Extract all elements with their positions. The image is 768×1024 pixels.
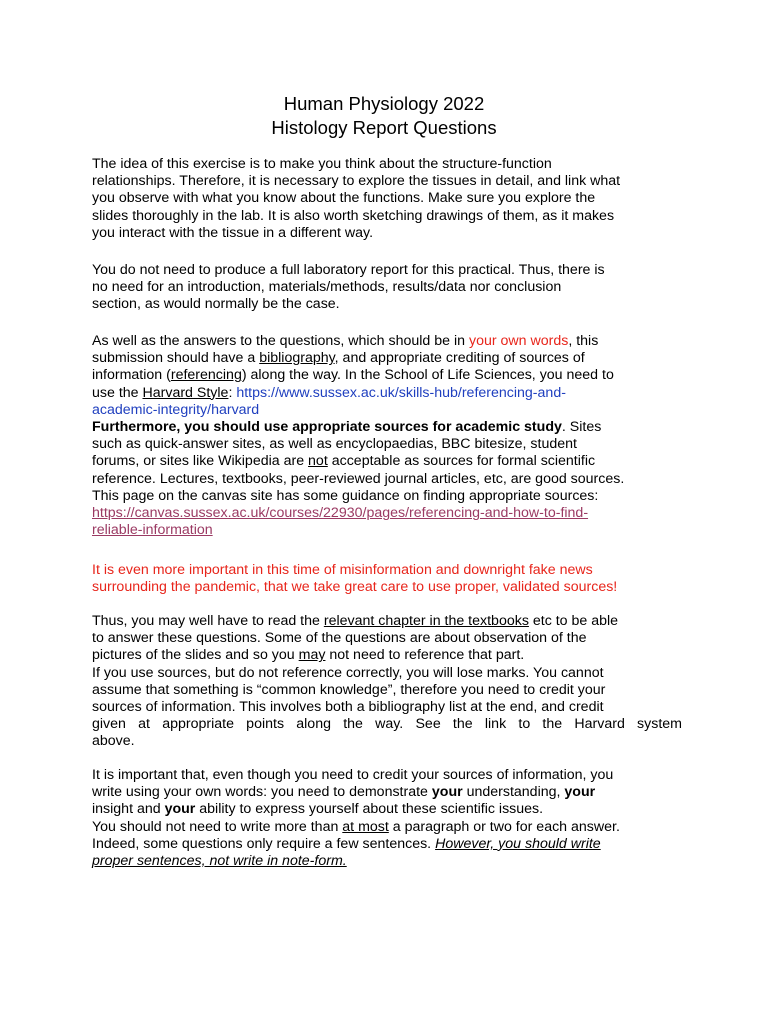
text-line: no need for an introduction, materials/methods, results/data nor conclusion [92,279,562,296]
text-line [92,453,682,470]
text-run: write using your own words: you need to demonstrate [92,784,432,801]
text-run: : [228,384,237,401]
text-run: information ( [92,367,171,384]
text-line: The idea of this exercise is to make you think about the structure-function [92,156,552,172]
own-words-paragraph [92,767,682,870]
text-line [92,801,682,818]
text-line: You do not need to produce a full laboratory report for this practical. Thus, there is [92,262,605,278]
at-most-term: at most [342,818,389,835]
referencing-paragraph [92,333,682,539]
text-run: , and appropriate crediting of sources of [334,350,585,367]
referencing-term: referencing [170,367,242,384]
harvard-url-link[interactable]: https://www.sussex.ac.uk/skills-hub/referencing-and- [236,384,566,401]
text-line: surrounding the pandemic, that we take great care to use proper, validated sources! [92,579,618,596]
text-run: You should not need to write more than [92,818,343,835]
text-line [92,419,682,436]
text-line: section, as would normally be the case. [92,296,340,313]
text-line: slides thoroughly in the lab. It is also worth sketching drawings of them, as it makes [92,207,615,224]
your-emphasis: your [164,801,196,818]
text-line [92,350,682,367]
text-line [92,784,682,801]
text-line [92,333,682,350]
text-line [92,367,682,384]
text-line: If you use sources, but do not reference correctly, you will lose marks. You cannot [92,664,604,681]
harvard-style-term: Harvard Style [142,384,229,401]
text-run: insight and [92,801,165,818]
text-run: a paragraph or two for each answer. [388,818,620,835]
proper-sentences-emphasis: However, you should write [435,835,601,852]
text-run: Indeed, some questions only require a few sentences. [92,835,436,852]
text-run: ability to express yourself about these scientific issues. [195,801,544,818]
harvard-url-link-cont[interactable]: academic-integrity/harvard [92,401,260,418]
text-line: you observe with what you know about the functions. Make sure you explore the [92,190,596,207]
your-emphasis: your [564,784,596,801]
text-run: ) along the way. In the School of Life Sciences, you need to [241,367,614,384]
text-line: such as quick-answer sites, as well as encyclopaedias, BBC bitesize, student [92,436,577,453]
text-run: Thus, you may well have to read the [92,613,324,629]
text-line: It is even more important in this time of misinformation and downright fake news [92,562,593,578]
misinformation-warning [92,562,682,596]
text-line: sources of information. This involves both a bibliography list at the end, and credit [92,699,604,716]
document-subtitle: Histology Report Questions [271,117,497,138]
relevant-chapter-term: relevant chapter in the textbooks [323,613,529,629]
document-title: Human Physiology 2022 [283,93,485,114]
text-line [92,647,682,664]
text-line [92,836,682,853]
text-line: to answer these questions. Some of the questions are about observation of the [92,630,587,647]
may-term: may [298,647,326,664]
text-run: use the [92,384,143,401]
text-line [92,505,682,522]
canvas-guidance-link-cont[interactable]: reliable-information [92,522,213,539]
text-run: . Sites [561,419,602,436]
text-line: This page on the canvas site has some guidance on finding appropriate sources: [92,487,599,504]
intro-paragraph [92,156,682,242]
text-line: assume that something is “common knowledge”, therefore you need to credit your [92,681,606,698]
own-words-highlight: your own words [468,333,569,349]
text-run: forums, or sites like Wikipedia are [92,453,309,470]
your-emphasis: your [431,784,463,801]
text-line: you interact with the tissue in a different way. [92,224,374,241]
text-line: relationships. Therefore, it is necessary to explore the tissues in detail, and link what [92,173,621,190]
canvas-guidance-link[interactable]: https://canvas.sussex.ac.uk/courses/22930/pages/referencing-and-how-to-find- [92,505,589,522]
text-run: pictures of the slides and so you [92,647,299,664]
text-line [92,819,682,836]
text-line [92,385,682,402]
bibliography-term: bibliography [259,350,335,367]
text-line [92,613,682,630]
text-line [92,522,682,539]
text-run: etc to be able [528,613,619,629]
text-line: above. [92,733,135,750]
text-line: given at appropriate points along the way. See the link to the Harvard system [92,716,682,733]
text-run: understanding, [462,784,565,801]
text-line [92,402,682,419]
text-run: not need to reference that part. [325,647,525,664]
text-run: As well as the answers to the questions, which should be in [92,333,469,349]
text-line [92,853,682,870]
text-run: acceptable as sources for formal scientific [327,453,596,470]
text-run: submission should have a [92,350,260,367]
proper-sentences-emphasis-cont: proper sentences, not write in note-form. [92,853,347,870]
not-term: not [308,453,328,470]
textbook-paragraph [92,613,682,751]
report-format-paragraph [92,262,682,314]
text-run: , this [568,333,599,349]
academic-sources-emphasis: Furthermore, you should use appropriate sources for academic study [92,419,562,436]
text-line: It is important that, even though you need to credit your sources of information, you [92,767,614,783]
text-line: reference. Lectures, textbooks, peer-reviewed journal articles, etc, are good sources. [92,470,625,487]
